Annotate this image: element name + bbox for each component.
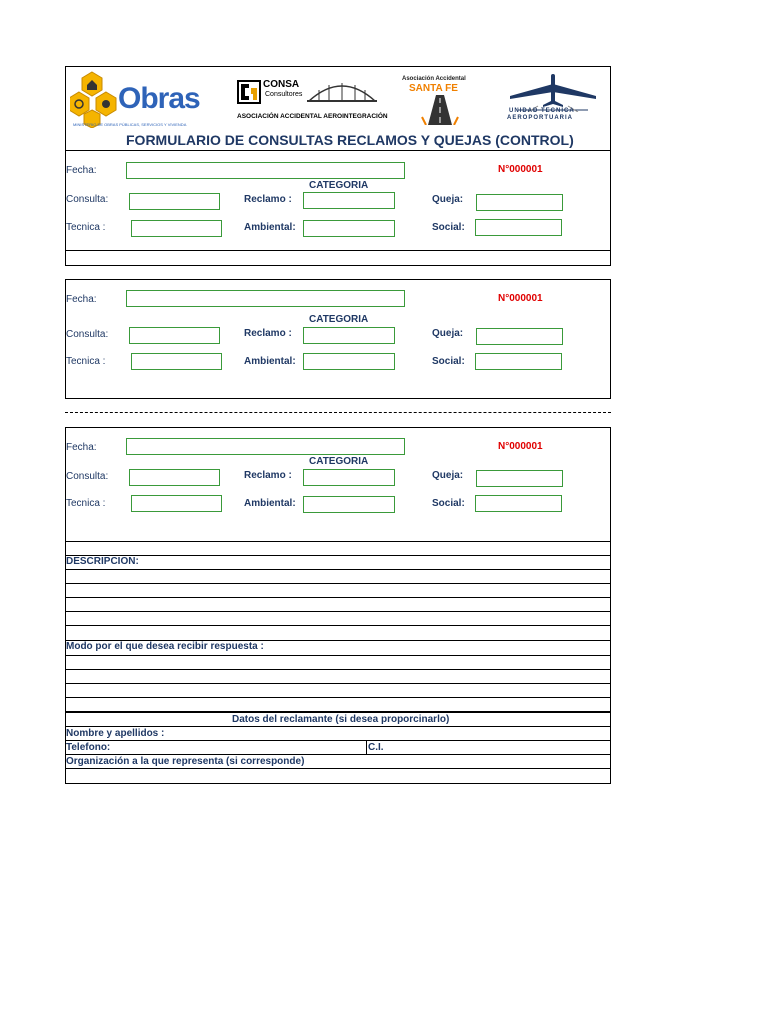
datos-reclamante-header: Datos del reclamante (si desea proporcinarlo) — [232, 714, 450, 725]
categoria-label: CATEGORIA — [309, 456, 369, 467]
reclamo-label: Reclamo : — [244, 328, 292, 339]
ci-label: C.I. — [368, 742, 384, 753]
form-number: N°000001 — [498, 293, 543, 304]
consulta-label: Consulta: — [66, 329, 109, 340]
descripcion-label: DESCRIPCION: — [66, 556, 139, 567]
categoria-label: CATEGORIA — [309, 314, 369, 325]
consulta-field[interactable] — [129, 469, 220, 486]
consa-logo-mark — [237, 80, 261, 104]
ambiental-field[interactable] — [303, 220, 395, 237]
grid-line — [65, 625, 611, 626]
santafe-logo-line2: SANTA FE — [409, 83, 458, 94]
grid-line — [65, 583, 611, 584]
queja-field[interactable] — [476, 328, 563, 345]
queja-label: Queja: — [432, 194, 464, 205]
tecnica-label: Tecnica : — [66, 498, 106, 509]
fecha-field[interactable] — [126, 290, 405, 307]
grid-line — [65, 726, 611, 727]
form-number: N°000001 — [498, 164, 543, 175]
queja-field[interactable] — [476, 470, 563, 487]
santafe-logo-line1: Asociación Accidental — [402, 76, 466, 82]
grid-line — [65, 669, 611, 670]
queja-label: Queja: — [432, 470, 464, 481]
grid-line — [65, 569, 611, 570]
ambiental-label: Ambiental: — [244, 356, 296, 367]
ambiental-field[interactable] — [303, 353, 395, 370]
obras-logo-subtitle: MINISTERIO DE OBRAS PÚBLICAS, SERVICIOS Y VIVIENDA — [73, 122, 187, 127]
grid-line — [366, 740, 367, 754]
nombre-label: Nombre y apellidos : — [66, 728, 165, 739]
fecha-field[interactable] — [126, 438, 405, 455]
consulta-field[interactable] — [129, 327, 220, 344]
airplane-icon — [508, 72, 598, 112]
form-title: FORMULARIO DE CONSULTAS RECLAMOS Y QUEJAS (CONTROL) — [126, 132, 574, 148]
consa-logo-name: CONSA — [263, 79, 300, 90]
social-label: Social: — [432, 222, 465, 233]
social-field[interactable] — [475, 353, 562, 370]
tecnica-field[interactable] — [131, 495, 222, 512]
tecnica-field[interactable] — [131, 353, 222, 370]
ambiental-label: Ambiental: — [244, 498, 296, 509]
categoria-label: CATEGORIA — [309, 180, 369, 191]
grid-line — [65, 597, 611, 598]
social-label: Social: — [432, 498, 465, 509]
fecha-label: Fecha: — [66, 165, 97, 176]
queja-field[interactable] — [476, 194, 563, 211]
grid-line — [65, 740, 611, 741]
grid-line — [65, 683, 611, 684]
consulta-label: Consulta: — [66, 471, 109, 482]
telefono-label: Telefono: — [66, 742, 111, 753]
consa-logo-caption: ASOCIACIÓN ACCIDENTAL AEROINTEGRACIÓN — [237, 113, 388, 120]
fecha-label: Fecha: — [66, 294, 97, 305]
uta-logo-line1: UNIDAD TECNICA — [509, 108, 575, 114]
grid-line — [65, 655, 611, 656]
grid-line — [65, 697, 611, 698]
grid-line — [65, 555, 611, 556]
queja-label: Queja: — [432, 328, 464, 339]
cut-line — [65, 265, 611, 266]
reclamo-field[interactable] — [303, 327, 395, 344]
grid-line — [65, 711, 611, 713]
cut-line — [65, 412, 611, 413]
ambiental-field[interactable] — [303, 496, 395, 513]
social-label: Social: — [432, 356, 465, 367]
section-divider — [65, 250, 611, 251]
social-field[interactable] — [475, 495, 562, 512]
grid-line — [65, 541, 611, 542]
reclamo-field[interactable] — [303, 469, 395, 486]
reclamo-field[interactable] — [303, 192, 395, 209]
fecha-label: Fecha: — [66, 442, 97, 453]
reclamo-label: Reclamo : — [244, 470, 292, 481]
organizacion-label: Organización a la que representa (si corresponde) — [66, 756, 305, 767]
tecnica-label: Tecnica : — [66, 356, 106, 367]
modo-respuesta-label: Modo por el que desea recibir respuesta : — [66, 641, 264, 652]
uta-logo-line2: AEROPORTUARIA — [507, 115, 574, 121]
consa-logo-sub: Consultores — [265, 91, 303, 98]
consulta-label: Consulta: — [66, 194, 109, 205]
bridge-icon — [307, 77, 377, 109]
fecha-field[interactable] — [126, 162, 405, 179]
reclamo-label: Reclamo : — [244, 194, 292, 205]
header-divider — [65, 150, 611, 151]
ambiental-label: Ambiental: — [244, 222, 296, 233]
runway-icon — [420, 95, 460, 125]
social-field[interactable] — [475, 219, 562, 236]
obras-logo-text: Obras — [118, 82, 200, 115]
tecnica-label: Tecnica : — [66, 222, 106, 233]
tecnica-field[interactable] — [131, 220, 222, 237]
grid-line — [65, 611, 611, 612]
consulta-field[interactable] — [129, 193, 220, 210]
grid-line — [65, 768, 611, 769]
form-number: N°000001 — [498, 441, 543, 452]
grid-line — [65, 754, 611, 755]
